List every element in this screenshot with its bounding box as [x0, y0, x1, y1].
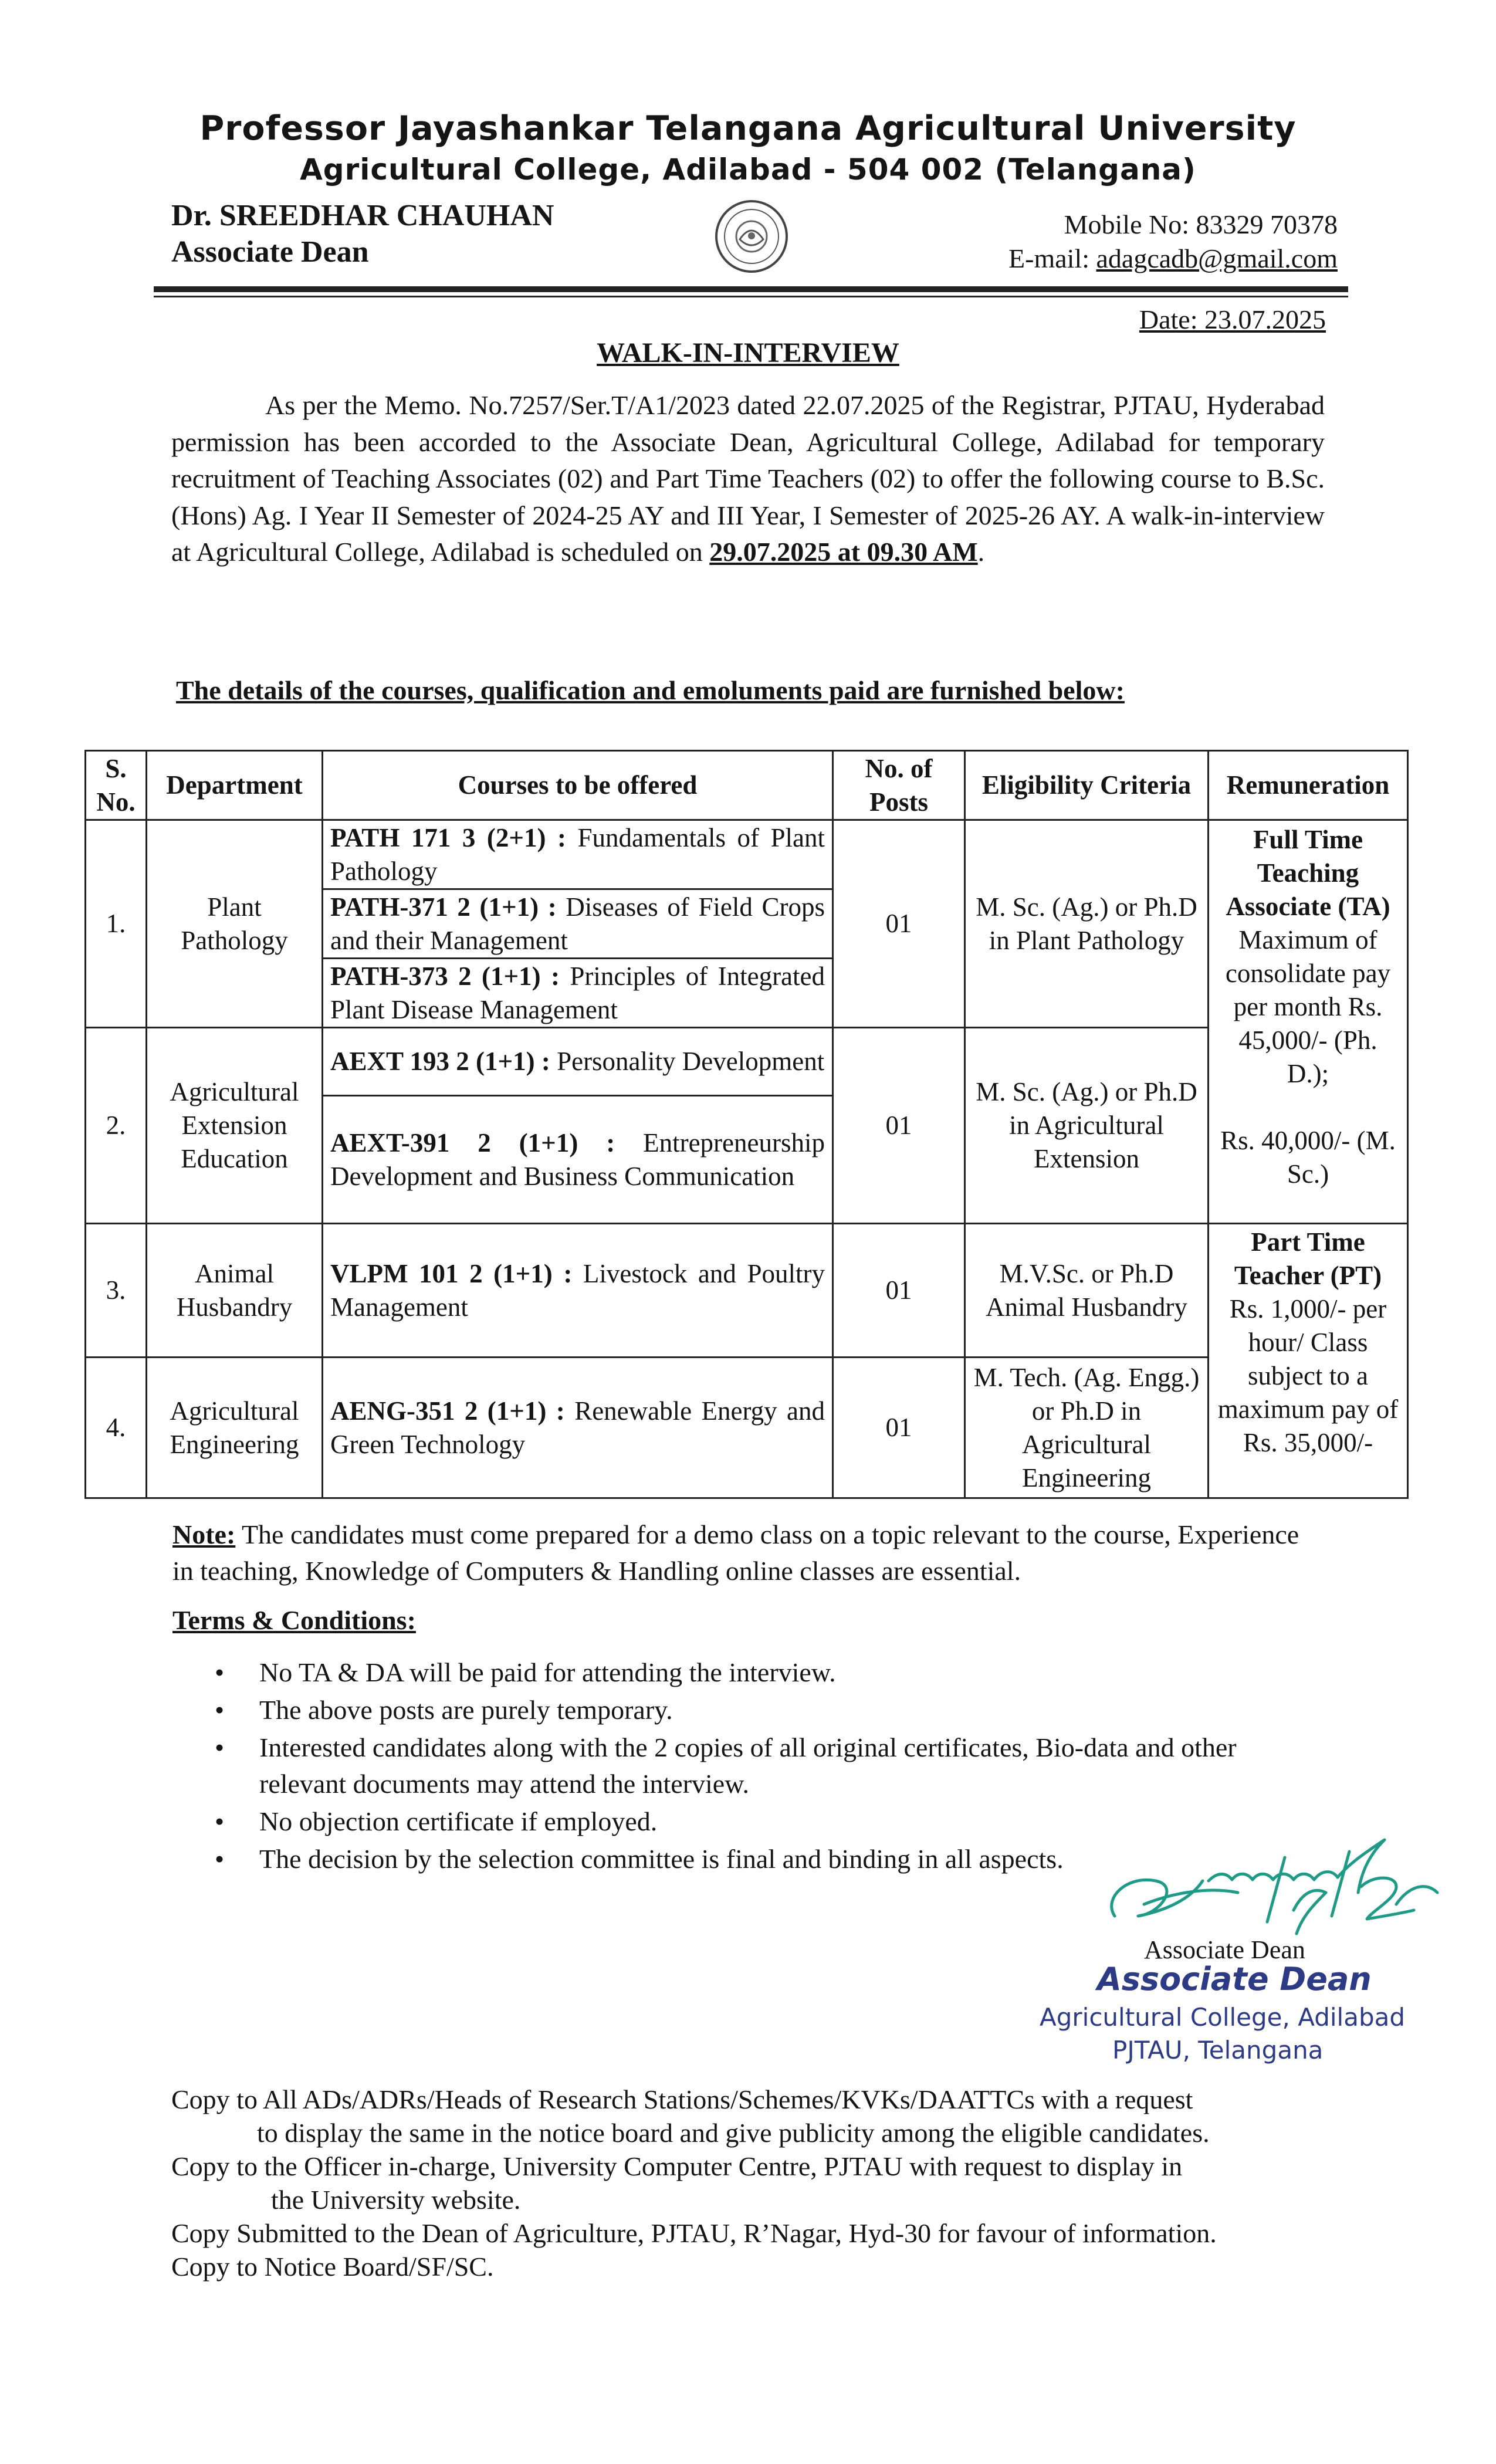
header-courses: Courses to be offered [323, 751, 833, 820]
copy-line: Copy to the Officer in-charge, University Computer Centre, PJTAU with request to display in [171, 2151, 1183, 2181]
row-department: Plant Pathology [147, 820, 323, 1028]
course-code: AENG-351 2 (1+1) : [330, 1396, 565, 1426]
remuneration-ta-title: Full Time Teaching Associate (TA) [1226, 825, 1390, 921]
remuneration-pt [1209, 1224, 1408, 1498]
list-item [171, 2083, 1321, 2150]
course-item [323, 1028, 833, 1096]
list-item [215, 1654, 1324, 1691]
term-text: Interested candidates along with the 2 copies of all original certificates, Bio-data and other relevant documents may attend the interview. [259, 1732, 1237, 1799]
courses-table [84, 750, 1409, 1499]
row-posts: 01 [833, 1028, 965, 1224]
copy-line: Copy Submitted to the Dean of Agriculture, PJTAU, R’Nagar, Hyd-30 for favour of information. [171, 2218, 1217, 2248]
email-label: E-mail: [1008, 243, 1096, 273]
course-code: PATH 171 3 (2+1) : [330, 823, 566, 852]
note-paragraph [172, 1517, 1322, 1589]
course-title: Principles of Integrated Plant Disease Management [330, 961, 825, 1024]
note-label: Note: [172, 1519, 236, 1549]
note-text: The candidates must come prepared for a demo class on a topic relevant to the course, Experience in teaching, Knowledge of Computers & Handling online classes are essential. [172, 1519, 1299, 1586]
table-row [86, 1224, 1408, 1358]
course-item [323, 959, 833, 1028]
row-eligibility: M. Tech. (Ag. Engg.) or Ph.D in Agricultural Engineering [965, 1358, 1209, 1498]
course-code: VLPM 101 2 (1+1) : [330, 1258, 573, 1288]
header-rule [154, 286, 1348, 292]
notice-date: Date: 23.07.2025 [1139, 304, 1326, 334]
mobile-number: Mobile No: 83329 70378 [1064, 209, 1338, 239]
signatory-label: Associate Dean [1144, 1935, 1305, 1964]
remuneration-ta-text: Maximum of consolidate pay per month Rs. 45,000/- (Ph. D.); [1225, 925, 1391, 1088]
course-item [323, 889, 833, 959]
remuneration-ta [1209, 820, 1408, 1224]
row-sno: 2. [86, 1028, 147, 1224]
row-sno: 4. [86, 1358, 147, 1498]
details-heading: The details of the courses, qualification and emoluments paid are furnished below: [176, 675, 1125, 705]
terms-heading: Terms & Conditions: [172, 1605, 416, 1635]
list-item [215, 1692, 1324, 1728]
term-text: The above posts are purely temporary. [259, 1695, 673, 1725]
term-text: No TA & DA will be paid for attending the interview. [259, 1657, 836, 1687]
official-name: Dr. SREEDHAR CHAUHAN [171, 199, 554, 232]
intro-end: . [977, 537, 985, 567]
course-title: Livestock and Poultry Management [330, 1258, 825, 1322]
row-department: Agricultural Extension Education [147, 1028, 323, 1224]
row-eligibility: M. Sc. (Ag.) or Ph.D in Agricultural Extension [965, 1028, 1209, 1224]
intro-paragraph [171, 387, 1325, 571]
remuneration-pt-title: Part Time Teacher (PT) [1234, 1227, 1382, 1290]
handwritten-signature [1091, 1816, 1443, 1940]
bullet-icon: • [215, 1806, 225, 1836]
bullet-icon: • [215, 1732, 225, 1762]
row-eligibility: M.V.Sc. or Ph.D Animal Husbandry [965, 1224, 1209, 1358]
copy-line: Copy to All ADs/ADRs/Heads of Research Stations/Schemes/KVKs/DAATTCs with a request [171, 2084, 1193, 2114]
course-title: Fundamentals of Plant Pathology [330, 823, 825, 886]
course-code: PATH-371 2 (1+1) : [330, 892, 557, 922]
course-item [323, 1096, 833, 1224]
copy-line: the University website. [271, 2185, 521, 2215]
table-header-row [86, 751, 1408, 820]
row-posts: 01 [833, 1358, 965, 1498]
intro-text: As per the Memo. No.7257/Ser.T/A1/2023 dated 22.07.2025 of the Registrar, PJTAU, Hyderabad permission has been accorded to the Associate Dean, Agricultural College, Adilabad for temporary recruitment of Teaching Associates (02) and Part Time Teachers (02) to offer the following course to B.Sc. (Hons) Ag. I Year II Semester of 2024-25 AY and III Year, I Semester of 2025-26 AY. A walk-in-interview at Agricultural College, Adilabad is scheduled on [171, 390, 1325, 567]
email-address[interactable]: adagcadb@gmail.com [1096, 243, 1338, 273]
row-eligibility: M. Sc. (Ag.) or Ph.D in Plant Pathology [965, 820, 1209, 1028]
row-sno: 3. [86, 1224, 147, 1358]
bullet-icon: • [215, 1657, 225, 1687]
college-name: Agricultural College, Adilabad - 504 002 (Telangana) [300, 153, 1196, 187]
header-department: Department [147, 751, 323, 820]
list-item [215, 1729, 1324, 1802]
bullet-icon: • [215, 1695, 225, 1725]
copy-to-list [171, 2083, 1321, 2283]
term-text: No objection certificate if employed. [259, 1806, 658, 1836]
course-code: AEXT 193 2 (1+1) : [330, 1047, 550, 1076]
header-eligibility: Eligibility Criteria [965, 751, 1209, 820]
university-seal-icon [713, 198, 790, 275]
row-department: Animal Husbandry [147, 1224, 323, 1358]
course-item [323, 820, 833, 889]
copy-line: to display the same in the notice board and give publicity among the eligible candidates. [257, 2118, 1210, 2148]
course-item [323, 1358, 833, 1498]
row-sno: 1. [86, 820, 147, 1028]
row-department: Agricultural Engineering [147, 1358, 323, 1498]
stamp-college: Agricultural College, Adilabad [1040, 2003, 1406, 2032]
header-rule-thin [154, 296, 1348, 297]
list-item [171, 2250, 1321, 2283]
bullet-icon: • [215, 1844, 225, 1874]
email-line [1008, 243, 1338, 274]
row-posts: 01 [833, 820, 965, 1028]
course-title: Diseases of Field Crops and their Management [330, 892, 825, 955]
list-item [171, 2216, 1321, 2250]
official-designation: Associate Dean [171, 235, 369, 269]
stamp-title: Associate Dean [1097, 1961, 1372, 1998]
remuneration-pt-text: Rs. 1,000/- per hour/ Class subject to a maximum pay of Rs. 35,000/- [1217, 1294, 1399, 1457]
list-item [171, 2150, 1321, 2216]
course-title: Personality Development [550, 1047, 825, 1076]
course-item [323, 1224, 833, 1358]
university-name: Professor Jayashankar Telangana Agricultural University [199, 109, 1297, 148]
remuneration-ta-text2: Rs. 40,000/- (M. Sc.) [1220, 1126, 1396, 1189]
course-title: Entrepreneurship Development and Business Communication [330, 1128, 825, 1191]
stamp-university: PJTAU, Telangana [1112, 2036, 1324, 2064]
course-code: PATH-373 2 (1+1) : [330, 961, 560, 991]
notice-title: WALK-IN-INTERVIEW [597, 337, 899, 368]
header-remuneration: Remuneration [1209, 751, 1408, 820]
table-row [86, 820, 1408, 889]
header-posts: No. of Posts [833, 751, 965, 820]
course-title: Renewable Energy and Green Technology [330, 1396, 825, 1459]
interview-datetime: 29.07.2025 at 09.30 AM [709, 537, 978, 567]
term-text: The decision by the selection committee is final and binding in all aspects. [259, 1844, 1064, 1874]
copy-line: Copy to Notice Board/SF/SC. [171, 2252, 494, 2282]
row-posts: 01 [833, 1224, 965, 1358]
course-code: AEXT-391 2 (1+1) : [330, 1128, 615, 1157]
header-sno: S. No. [86, 751, 147, 820]
